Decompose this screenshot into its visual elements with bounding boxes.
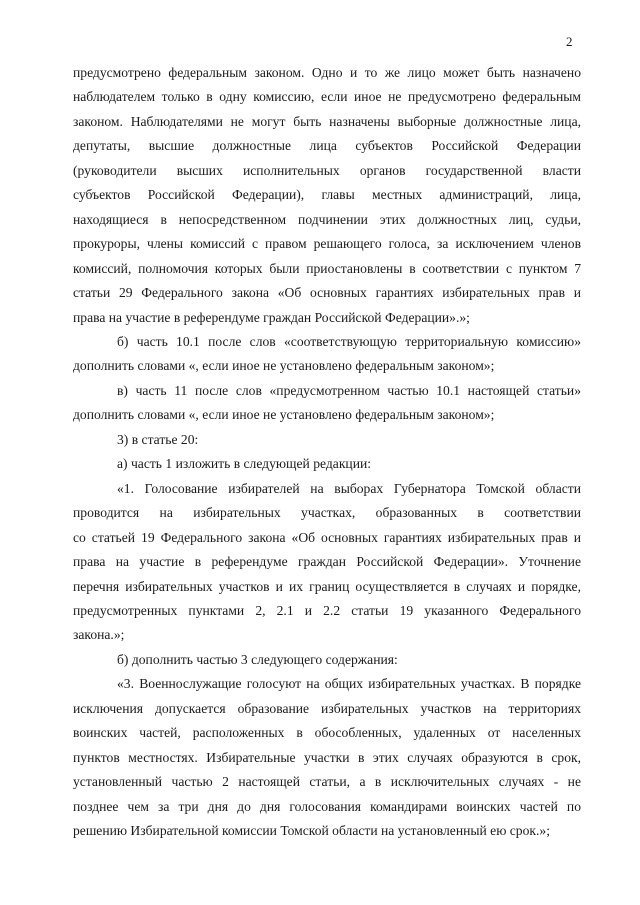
text-line: «1. Голосование избирателей на выборах Губернатора Томской области [117, 480, 581, 496]
text-line: субъектов Российской Федерации), главы местных администраций, лица, [73, 187, 581, 203]
text-line: находящиеся в непосредственном подчинении этих должностных лиц, судьи, [73, 211, 581, 227]
text-line: права на участие в референдуме граждан Российской Федерации».»; [73, 309, 470, 325]
text-line: 3) в статье 20: [117, 431, 199, 447]
text-line: б) часть 10.1 после слов «соответствующую территориальную комиссию» [117, 333, 581, 349]
text-line: наблюдателем только в одну комиссию, если иное не предусмотрено федеральным [73, 89, 581, 105]
text-line: воинских частей, расположенных в обособленных, удаленных от населенных [73, 725, 581, 741]
paragraph-amendment-b-part-3 [73, 648, 581, 672]
text-line: позднее чем за три дня до дня голосования командирами воинских частей по [73, 798, 581, 814]
text-line: права на участие в референдуме граждан Российской Федерации». Уточнение [73, 554, 581, 570]
text-line: комиссий, полномочия которых были приостановлены в соответствии с пунктом 7 [73, 260, 581, 276]
text-line: со статьей 19 Федерального закона «Об основных гарантиях избирательных прав и [73, 529, 581, 545]
text-line: установленный частью 2 настоящей статьи, а в исключительных случаях - не [73, 774, 581, 790]
paragraph-quoted-part-1 [73, 477, 581, 648]
text-line: предусмотренных пунктами 2, 2.1 и 2.2 статьи 19 указанного Федерального [73, 602, 581, 618]
paragraph-amendment-v-11 [73, 379, 581, 428]
text-line: решению Избирательной комиссии Томской области на установленный ею срок.»; [73, 823, 550, 839]
text-line: законом. Наблюдателями не могут быть назначены выборные должностные лица, [73, 113, 581, 129]
text-line: исключения допускается образование избирательных участков на территориях [73, 700, 581, 716]
text-line: депутаты, высшие должностные лица субъектов Российской Федерации [73, 138, 581, 154]
text-line: перечня избирательных участков и их границ осуществляется в случаях и порядке, [73, 578, 581, 594]
text-line: закона.»; [73, 627, 125, 643]
text-line: пунктов местностях. Избирательные участки в этих случаях образуются в срок, [73, 749, 581, 765]
paragraph-article-20 [73, 428, 581, 452]
text-line: проводится на избирательных участках, образованных в соответствии [73, 505, 581, 521]
text-line: предусмотрено федеральным законом. Одно и то же лицо может быть назначено [73, 65, 581, 80]
text-line: (руководители высших исполнительных органов государственной власти [73, 162, 581, 178]
text-line: прокуроры, члены комиссий с правом решающего голоса, за исключением членов [73, 236, 581, 252]
text-line: «3. Военнослужащие голосуют на общих избирательных участках. В порядке [117, 676, 581, 692]
text-line: дополнить словами «, если иное не установлено федеральным законом»; [73, 407, 495, 423]
paragraph-quoted-part-3 [73, 672, 581, 843]
page-number: 2 [566, 34, 573, 49]
text-line: дополнить словами «, если иное не установлено федеральным законом»; [73, 358, 495, 374]
paragraph-amendment-b-10-1 [73, 330, 581, 379]
paragraph-observers-continuation [73, 61, 581, 330]
text-line: б) дополнить частью 3 следующего содержания: [117, 651, 398, 667]
paragraph-amendment-a-part-1 [73, 452, 581, 476]
document-body [73, 61, 581, 844]
text-line: а) часть 1 изложить в следующей редакции: [117, 456, 372, 472]
text-line: в) часть 11 после слов «предусмотренном частью 10.1 настоящей статьи» [117, 382, 581, 398]
text-line: статьи 29 Федерального закона «Об основных гарантиях избирательных прав и [73, 285, 581, 301]
